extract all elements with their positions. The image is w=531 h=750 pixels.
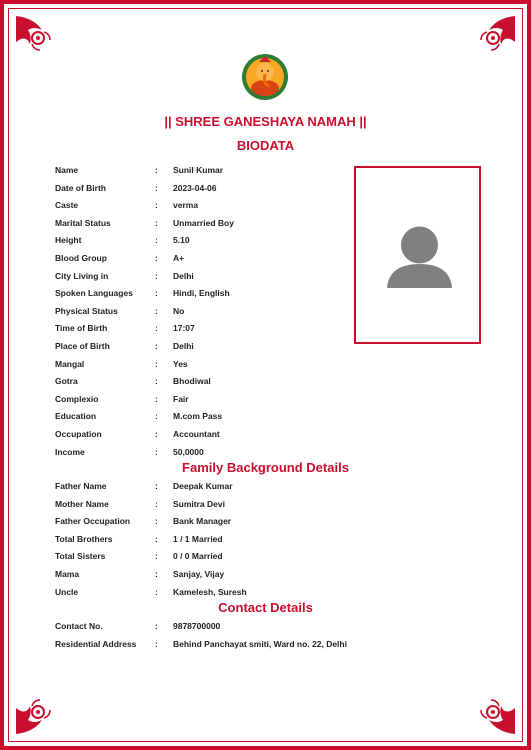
separator: : [155, 358, 158, 369]
detail-row [55, 183, 475, 200]
detail-row [55, 200, 475, 217]
detail-value: Behind Panchayat smiti, Ward no. 22, Delhi [173, 638, 347, 649]
detail-value: Fair [173, 393, 189, 404]
detail-value: verma [173, 200, 199, 211]
detail-row [55, 271, 475, 288]
detail-row [55, 621, 475, 638]
detail-label: Residential Address [55, 638, 137, 649]
detail-value: Accountant [173, 429, 220, 439]
detail-value: 50,0000 [173, 446, 204, 457]
ganesha-icon [240, 52, 290, 102]
detail-label: Spoken Languages [55, 288, 133, 299]
detail-label: Marital Status [55, 217, 111, 228]
detail-value: Kamelesh, Suresh [173, 586, 247, 597]
contact-section-heading: Contact Details [218, 600, 313, 615]
floral-corner-icon [479, 14, 517, 52]
separator: : [155, 498, 158, 509]
detail-label: Father Name [55, 481, 107, 491]
detail-row [55, 323, 475, 340]
detail-label: Gotra [55, 376, 78, 387]
detail-value: 17:07 [173, 323, 195, 334]
detail-value: Bank Manager [173, 516, 232, 527]
separator: : [155, 376, 158, 387]
separator: : [155, 253, 158, 263]
detail-label: Income [55, 446, 85, 457]
detail-row [55, 534, 475, 551]
detail-label: Mangal [55, 358, 85, 369]
detail-value: M.com Pass [173, 411, 223, 422]
separator: : [155, 165, 158, 175]
detail-label: Mama [55, 569, 80, 579]
detail-row [55, 551, 475, 568]
separator: : [155, 638, 158, 649]
detail-row [55, 481, 475, 498]
detail-row [55, 235, 475, 252]
separator: : [155, 182, 158, 193]
detail-label: Total Brothers [55, 533, 113, 544]
detail-row [55, 429, 475, 446]
separator: : [155, 551, 158, 562]
detail-row [55, 411, 475, 428]
detail-label: Time of Birth [55, 323, 108, 334]
detail-row [55, 394, 475, 411]
separator: : [155, 429, 158, 439]
detail-row [55, 165, 475, 182]
detail-label: Height [55, 235, 82, 246]
detail-label: Physical Status [55, 305, 118, 316]
detail-value: 2023-04-06 [173, 182, 217, 193]
detail-label: Contact No. [55, 621, 103, 631]
separator: : [155, 305, 158, 316]
detail-value: Sanjay, Vijay [173, 569, 225, 579]
separator: : [155, 393, 158, 404]
detail-label: Place of Birth [55, 341, 110, 351]
detail-value: 1 / 1 Married [173, 533, 223, 544]
page-title: BIODATA [236, 138, 295, 153]
separator: : [155, 270, 158, 281]
separator: : [155, 235, 158, 246]
detail-value: 9878700000 [173, 621, 221, 631]
floral-corner-icon [479, 698, 517, 736]
floral-corner-icon [14, 14, 52, 52]
detail-label: Caste [55, 200, 79, 211]
detail-value: Deepak Kumar [173, 481, 233, 491]
separator: : [155, 288, 158, 299]
detail-value: Unmarried Boy [173, 217, 234, 228]
separator: : [155, 323, 158, 334]
separator: : [155, 446, 158, 457]
detail-label: Father Occupation [55, 516, 131, 527]
detail-value: Yes [173, 358, 188, 369]
detail-label: Date of Birth [55, 182, 106, 193]
detail-label: Name [55, 165, 79, 175]
detail-row [55, 516, 475, 533]
detail-row [55, 359, 475, 376]
separator: : [155, 516, 158, 527]
floral-corner-icon [14, 698, 52, 736]
detail-value: No [173, 305, 185, 316]
separator: : [155, 586, 158, 597]
detail-row [55, 569, 475, 586]
separator: : [155, 200, 158, 211]
detail-value: Hindi, English [173, 288, 230, 299]
detail-label: Mother Name [55, 498, 109, 509]
detail-value: Bhodiwal [173, 376, 211, 387]
separator: : [155, 621, 158, 631]
detail-row [55, 499, 475, 516]
detail-row [55, 218, 475, 235]
detail-value: 5.10 [173, 235, 190, 246]
separator: : [155, 569, 158, 579]
detail-row [55, 341, 475, 358]
separator: : [155, 411, 158, 422]
family-section-heading: Family Background Details [182, 460, 349, 475]
separator: : [155, 481, 158, 491]
detail-label: Blood Group [55, 253, 107, 263]
detail-value: Sumitra Devi [173, 498, 225, 509]
detail-value: Delhi [173, 341, 194, 351]
detail-label: Education [55, 411, 97, 422]
detail-row [55, 306, 475, 323]
detail-label: Uncle [55, 586, 79, 597]
detail-value: Delhi [173, 270, 194, 281]
separator: : [155, 217, 158, 228]
separator: : [155, 341, 158, 351]
detail-value: Sunil Kumar [173, 165, 224, 175]
detail-label: Complexio [55, 393, 99, 404]
detail-row [55, 288, 475, 305]
detail-row [55, 639, 475, 656]
detail-label: Total Sisters [55, 551, 106, 562]
detail-label: Occupation [55, 429, 102, 439]
detail-row [55, 253, 475, 270]
mantra-heading: || SHREE GANESHAYA NAMAH || [164, 114, 367, 129]
separator: : [155, 533, 158, 544]
detail-row [55, 376, 475, 393]
detail-value: 0 / 0 Married [173, 551, 223, 562]
detail-value: A+ [173, 253, 185, 263]
detail-label: City Living in [55, 270, 109, 281]
